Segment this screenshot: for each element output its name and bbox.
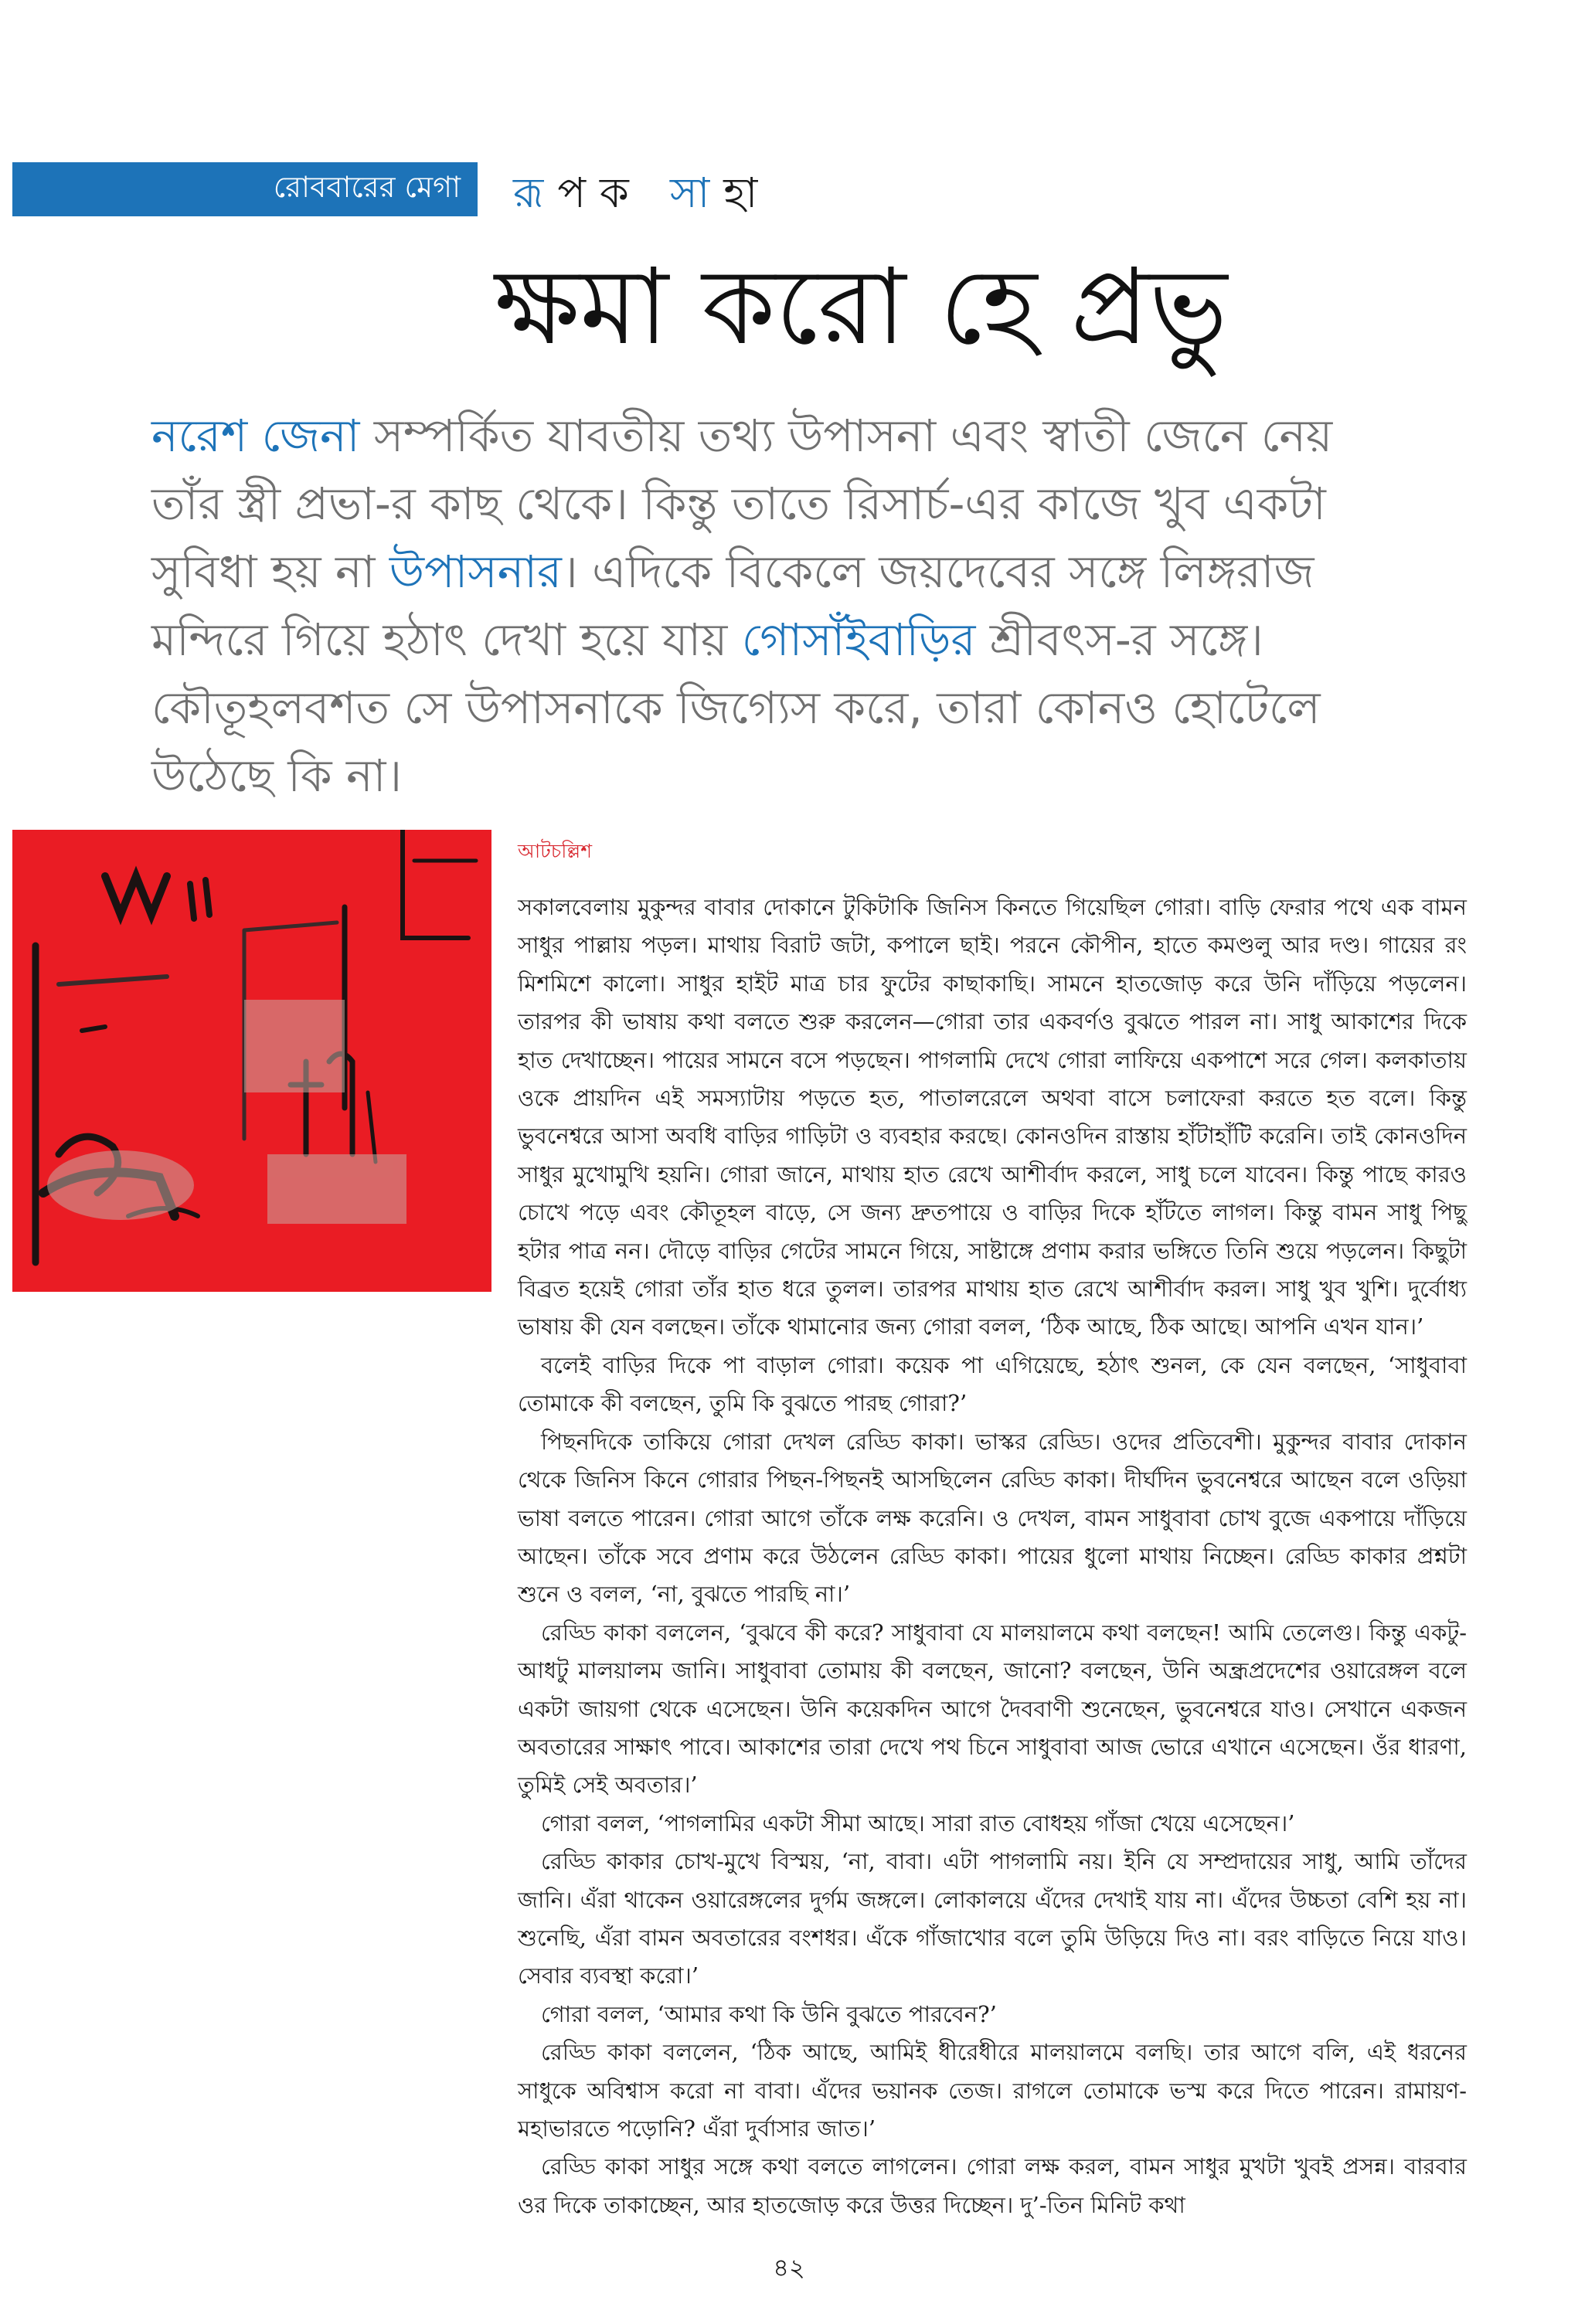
section-label: রোববারের মেগা — [273, 170, 461, 204]
intro-text-1: সম্পর্কিত যাবতীয় তথ্য উপাসনা এবং স্বাতী জেনে নেয় তাঁর স্ত্রী প্রভা-র কাছ থেকে। কিন্তু তাতে রিসার্চ-এর কাজে খুব একটা সুবিধা হয় না — [151, 409, 1333, 598]
intro-highlight-gosaibari: গোসাঁইবাড়ির — [741, 613, 976, 666]
intro-text-2: । এদিকে বিকেলে জয়দেবের সঙ্গে লিঙ্গরাজ মন্দিরে গিয়ে হঠাৎ দেখা হয়ে যায় — [151, 545, 1314, 666]
intro-highlight-naresh: নরেশ জেনা — [151, 409, 360, 462]
story-illustration — [12, 830, 491, 1292]
body-paragraph: সকালবেলায় মুকুন্দর বাবার দোকানে টুকিটাকি জিনিস কিনতে গিয়েছিল গোরা। বাড়ি ফেরার পথে এক বামন সাধুর পাল্লায় পড়ল। মাথায় বিরাট জটা, কপালে ছাই। পরনে কৌপীন, হাতে কমণ্ডলু আর দণ্ড। গায়ের রং মিশমিশে কালো। সাধুর হাইট মাত্র চার ফুটের কাছাকাছি। সামনে হাতজোড় করে উনি দাঁড়িয়ে পড়লেন। তারপর কী ভাষায় কথা বলতে শুরু করলেন—গোরা তার একবর্ণও বুঝতে পারল না। সাধু আকাশের দিকে হাত দেখাচ্ছেন। পায়ের সামনে বসে পড়ছেন। পাগলামি দেখে গোরা লাফিয়ে একপাশে সরে গেল। কলকাতায় ওকে প্রায়দিন এই সমস্যাটায় পড়তে হত, পাতালরেলে অথবা বাসে চলাফেরা করতে হত বলে। কিন্তু ভুবনেশ্বরে আসা অবধি বাড়ির গাড়িটা ও ব্যবহার করছে। কোনওদিন রাস্তায় হাঁটাহাঁটি করেনি। তাই কোনওদিন সাধুর মুখোমুখি হয়নি। গোরা জানে, মাথায় হাত রেখে আশীর্বাদ করলে, সাধু চলে যাবেন। কিন্তু পাছে কারও চোখে পড়ে এবং কৌতূহল বাড়ে, সে জন্য দ্রুতপায়ে ও বাড়ির দিকে হাঁটতে লাগল। কিন্তু বামন সাধু পিছু হটার পাত্র নন। দৌড়ে বাড়ির গেটের সামনে গিয়ে, সাষ্টাঙ্গে প্রণাম করার ভঙ্গিতে তিনি শুয়ে পড়লেন। কিছুটা বিব্রত হয়েই গোরা তাঁর হাত ধরে তুলল। তারপর মাথায় হাত রেখে আশীর্বাদ করল। সাধু খুব খুশি। দুর্বোধ্য ভাষায় কী যেন বলছেন। তাঁকে থামানোর জন্য গোরা বলল, ‘ঠিক আছে, ঠিক আছে। আপনি এখন যান।’ — [518, 894, 1467, 1340]
body-paragraph: গোরা বলল, ‘পাগলামির একটা সীমা আছে। সারা রাত বোধহয় গাঁজা খেয়ে এসেছেন।’ — [541, 1809, 1295, 1836]
body-paragraph: গোরা বলল, ‘আমার কথা কি উনি বুঝতে পারবেন?’ — [541, 2000, 997, 2027]
intro-text-3: শ্রীবৎস-র সঙ্গে। কৌতূহলবশত সে উপাসনাকে জিগ্যেস করে, তারা কোনও হোটেলে উঠেছে কি না। — [151, 613, 1321, 802]
author-accent-syllable: সা — [669, 168, 724, 217]
author-name-end: হা — [723, 168, 772, 217]
body-paragraph: রেড্ডি কাকার চোখ-মুখে বিস্ময়, ‘না, বাবা। এটা পাগলামি নয়। ইনি যে সম্প্রদায়ের সাধু, আমি তাঁদের জানি। এঁরা থাকেন ওয়ারেঙ্গলের দুর্গম জঙ্গলে। লোকালয়ে এঁদের দেখাই যায় না। এঁদের উচ্চতা বেশি হয় না। শুনেছি, এঁরা বামন অবতারের বংশধর। এঁকে গাঁজাখোর বলে তুমি উড়িয়ে দিও না। বরং বাড়িতে নিয়ে যাও। সেবার ব্যবস্থা করো।’ — [518, 1848, 1467, 1989]
author-first-syllable: রূ — [513, 168, 558, 217]
body-paragraph: পিছনদিকে তাকিয়ে গোরা দেখল রেড্ডি কাকা। ভাস্কর রেড্ডি। ওদের প্রতিবেশী। মুকুন্দর বাবার দোকান থেকে জিনিস কিনে গোরার পিছন-পিছনই আসছিলেন রেড্ডি কাকা। দীর্ঘদিন ভুবনেশ্বরে আছেন বলে ওড়িয়া ভাষা বলতে পারেন। গোরা আগে তাঁকে লক্ষ করেনি। ও দেখল, বামন সাধুবাবা চোখ বুজে একপায়ে দাঁড়িয়ে আছেন। তাঁকে সবে প্রণাম করে উঠলেন রেড্ডি কাকা। পায়ের ধুলো মাথায় নিচ্ছেন। রেড্ডি কাকার প্রশ্নটা শুনে ও বলল, ‘না, বুঝতে পারছি না।’ — [518, 1428, 1467, 1608]
section-banner — [12, 162, 478, 216]
body-paragraph: রেড্ডি কাকা সাধুর সঙ্গে কথা বলতে লাগলেন। গোরা লক্ষ করল, বামন সাধুর মুখটা খুবই প্রসন্ন। বারবার ওর দিকে তাকাচ্ছেন, আর হাতজোড় করে উত্তর দিচ্ছেন। দু’-তিন মিনিট কথা — [518, 2153, 1467, 2218]
page-number: ৪২ — [773, 2253, 805, 2282]
chapter-label: আটচল্লিশ — [518, 840, 593, 862]
story-intro — [151, 402, 1403, 810]
author-name-part: পক — [557, 168, 670, 217]
story-title: ক্ষমা করো হে প্রভু — [495, 246, 1228, 369]
body-paragraph: রেড্ডি কাকা বললেন, ‘বুঝবে কী করে? সাধুবাবা যে মালয়ালমে কথা বলছেন! আমি তেলেগু। কিন্তু একটু-আধটু মালয়ালম জানি। সাধুবাবা তোমায় কী বলছেন, জানো? বলছেন, উনি অন্ধ্রপ্রদেশের ওয়ারেঙ্গল বলে একটা জায়গা থেকে এসেছেন। উনি কয়েকদিন আগে দৈববাণী শুনেছেন, ভুবনেশ্বরে যাও। সেখানে একজন অবতারের সাক্ষাৎ পাবে। আকাশের তারা দেখে পথ চিনে সাধুবাবা আজ ভোরে এখানে এসেছেন। ওঁর ধারণা, তুমিই সেই অবতার।’ — [518, 1619, 1467, 1799]
body-paragraph: রেড্ডি কাকা বললেন, ‘ঠিক আছে, আমিই ধীরেধীরে মালয়ালমে বলছি। তার আগে বলি, এই ধরনের সাধুকে অবিশ্বাস করো না বাবা। এঁদের ভয়ানক তেজ। রাগলে তোমাকে ভস্ম করে দিতে পারেন। রামায়ণ-মহাভারতে পড়োনি? এঁরা দুর্বাসার জাত।’ — [518, 2039, 1467, 2142]
story-body — [518, 888, 1467, 2224]
body-paragraph: বলেই বাড়ির দিকে পা বাড়াল গোরা। কয়েক পা এগিয়েছে, হঠাৎ শুনল, কে যেন বলছেন, ‘সাধুবাবা তোমাকে কী বলছেন, তুমি কি বুঝতে পারছ গোরা?’ — [518, 1351, 1467, 1417]
intro-highlight-upasana: উপাসনার — [389, 545, 562, 598]
author-name — [513, 161, 771, 230]
